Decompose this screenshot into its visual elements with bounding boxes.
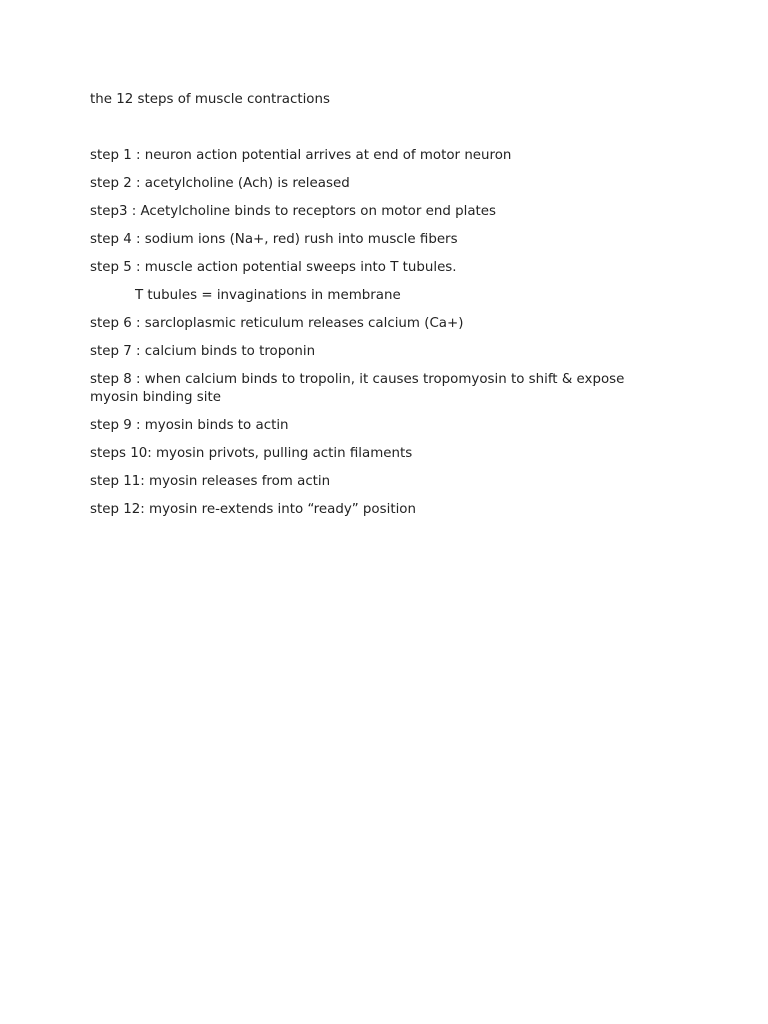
- step-3: step3 : Acetylcholine binds to receptors on motor end plates: [90, 204, 497, 219]
- step-9: step 9 : myosin binds to actin: [90, 418, 289, 433]
- step-5: step 5 : muscle action potential sweeps into T tubules.: [90, 260, 457, 275]
- step-11: step 11: myosin releases from actin: [90, 474, 331, 489]
- step-8: step 8 : when calcium binds to tropolin, it causes tropomyosin to shift & expose myosin binding site: [90, 372, 625, 405]
- step-1: step 1 : neuron action potential arrives at end of motor neuron: [90, 148, 512, 163]
- step-6: step 6 : sarcloplasmic reticulum releases calcium (Ca+): [90, 316, 464, 331]
- step-2: step 2 : acetylcholine (Ach) is released: [90, 176, 350, 191]
- step-10: steps 10: myosin privots, pulling actin filaments: [90, 446, 413, 461]
- step-12: step 12: myosin re-extends into “ready” position: [90, 502, 416, 517]
- step-7: step 7 : calcium binds to troponin: [90, 344, 316, 359]
- step-5-note: T tubules = invaginations in membrane: [135, 288, 401, 303]
- document-title: the 12 steps of muscle contractions: [90, 92, 330, 107]
- steps-list: [90, 147, 660, 529]
- step-4: step 4 : sodium ions (Na+, red) rush into muscle fibers: [90, 232, 458, 247]
